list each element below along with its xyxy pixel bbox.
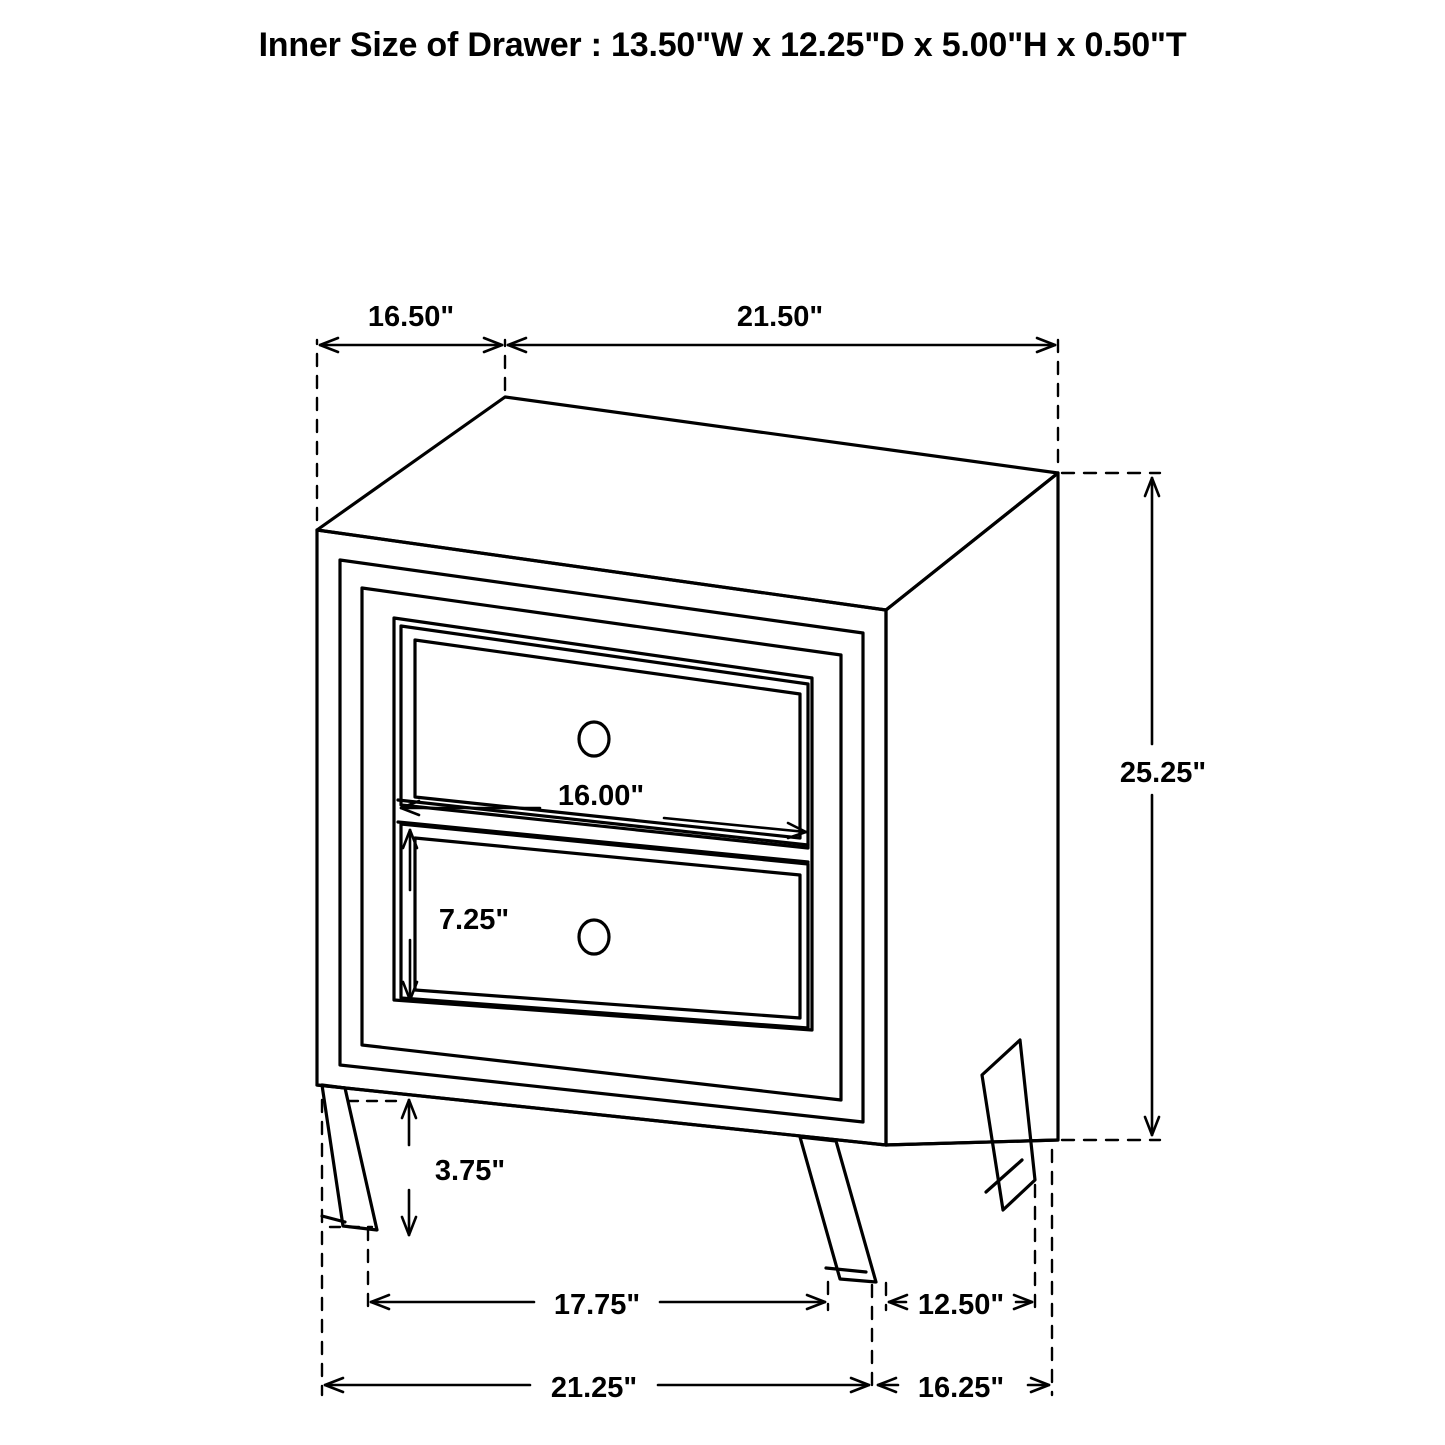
label-right-height: 25.25" <box>1119 757 1207 789</box>
label-top-right-width: 21.50" <box>736 301 824 333</box>
cabinet-top <box>317 397 1058 610</box>
label-top-left-depth: 16.50" <box>367 301 455 333</box>
leg-back-right <box>982 1040 1035 1210</box>
drawer-knob-top <box>579 722 609 756</box>
cabinet-side <box>886 473 1058 1145</box>
label-side-bottom-depth: 12.50" <box>917 1289 1005 1321</box>
leg-front-right <box>800 1137 876 1282</box>
drawer-knob-bottom <box>579 920 609 954</box>
label-overall-side-depth: 16.25" <box>917 1372 1005 1404</box>
label-front-bottom-width: 17.75" <box>553 1289 641 1321</box>
drawer-top-front <box>401 626 808 848</box>
label-drawer-height: 7.25" <box>438 904 510 936</box>
label-overall-front-width: 21.25" <box>550 1372 638 1404</box>
leg-front-left <box>322 1085 377 1230</box>
label-leg-height: 3.75" <box>434 1155 506 1187</box>
page-title: Inner Size of Drawer : 13.50"W x 12.25"D x 5.00"H x 0.50"T <box>258 26 1187 64</box>
label-drawer-width: 16.00" <box>557 780 645 812</box>
